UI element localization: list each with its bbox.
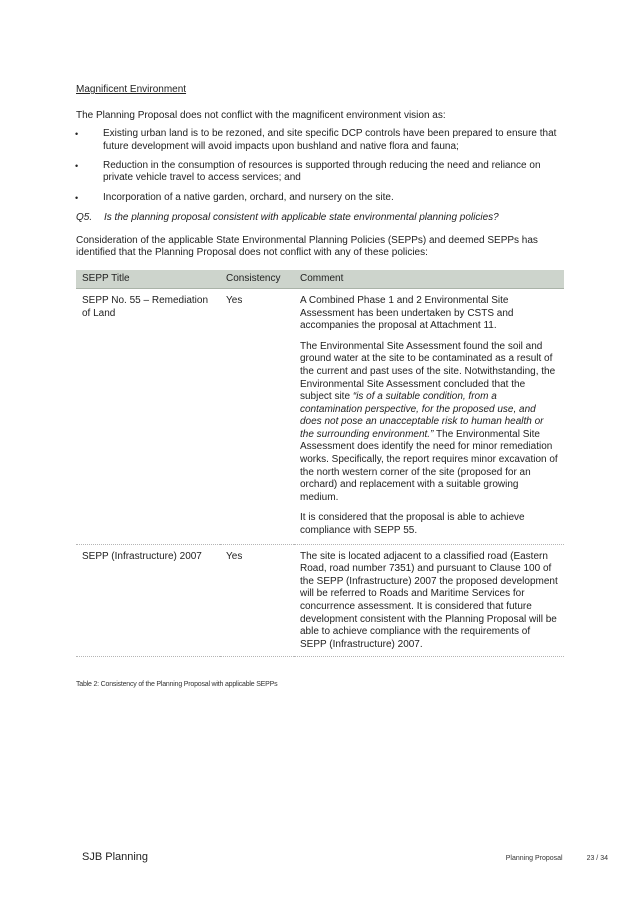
comment-paragraph: It is considered that the proposal is able to achieve compliance with SEPP 55. xyxy=(300,512,525,537)
question-q5 xyxy=(76,212,566,225)
table-caption: Table 2: Consistency of the Planning Proposal with applicable SEPPs xyxy=(76,681,278,688)
table-header-row xyxy=(76,270,564,289)
comment-paragraph: A Combined Phase 1 and 2 Environmental Site Assessment has been undertaken by CSTS and accompanies the proposal at Attachment 11. xyxy=(300,294,514,332)
table-row xyxy=(76,288,564,544)
bullet-list xyxy=(76,128,566,204)
comment-cell xyxy=(294,544,564,657)
table-row xyxy=(76,544,564,657)
consistency-cell: Yes xyxy=(220,288,294,544)
list-item: • Reduction in the consumption of resources is supported through reducing the need and reliance on private vehicle travel to access services; and xyxy=(75,159,541,184)
quoted-text: “is of a suitable condition, from a contamination perspective, for the proposed use, and does not pose an unacceptable risk to human health or the surrounding environment.” xyxy=(300,391,544,440)
section-heading: Magnificent Environment xyxy=(76,84,187,95)
question-number: Q5. xyxy=(76,212,93,224)
comment-paragraph: The Environmental Site Assessment found the soil and ground water at the site to be contaminated as a result of the current and past uses of the site. Notwithstanding, the Environmental Site Assessment concluded that the subject site “is of a suitable condition, from a contamination perspective, for the proposed use, and does not pose an unacceptable risk to human health or the surrounding environment.” The Environmental Site Assessment does identify the need for minor remediation works. Specifically, the report requires minor excavation of the north western corner of the site (proposed for an orchard) and replacement with a suitable growing medium. xyxy=(300,340,558,503)
column-header-title: SEPP Title xyxy=(76,270,220,289)
bullet-icon: • xyxy=(75,160,79,171)
sepp-title-cell: SEPP (Infrastructure) 2007 xyxy=(76,544,220,657)
consistency-cell: Yes xyxy=(220,544,294,657)
page-number: 23 / 34 xyxy=(586,855,608,862)
question-text: Is the planning proposal consistent with applicable state environmental planning policies? xyxy=(104,212,499,224)
list-item: • Incorporation of a native garden, orchard, and nursery on the site. xyxy=(75,191,394,203)
column-header-consistency: Consistency xyxy=(220,270,294,289)
page-content xyxy=(76,84,566,657)
list-item: • Existing urban land is to be rezoned, and site specific DCP controls have been prepared to ensure that future development will avoid impacts upon bushland and native flora and fauna; xyxy=(75,128,557,152)
consideration-paragraph: Consideration of the applicable State Environmental Planning Policies (SEPPs) and deemed SEPPs has identified that the Planning Proposal does not conflict with any of these policies: xyxy=(76,234,538,259)
bullet-icon: • xyxy=(75,129,79,140)
column-header-comment: Comment xyxy=(294,270,564,289)
sepp-title-cell: SEPP No. 55 – Remediation of Land xyxy=(76,288,220,544)
footer-page-info xyxy=(506,855,608,862)
footer-doc-title: Planning Proposal xyxy=(505,855,563,862)
comment-paragraph: The site is located adjacent to a classified road (Eastern Road, road number 7351) and pursuant to Clause 100 of the SEPP (Infrastructure) 2007 the proposed development will be referred to Roads and Maritime Services for concurrence assessment. It is considered that future development consistent with the Planning Proposal will be able to achieve compliance with the requirements of SEPP (Infrastructure) 2007. xyxy=(300,550,558,650)
sepp-table xyxy=(76,270,564,657)
footer-company: SJB Planning xyxy=(82,851,149,863)
comment-cell xyxy=(294,288,564,544)
bullet-icon: • xyxy=(75,192,79,203)
intro-paragraph: The Planning Proposal does not conflict with the magnificent environment vision as: xyxy=(76,109,446,121)
